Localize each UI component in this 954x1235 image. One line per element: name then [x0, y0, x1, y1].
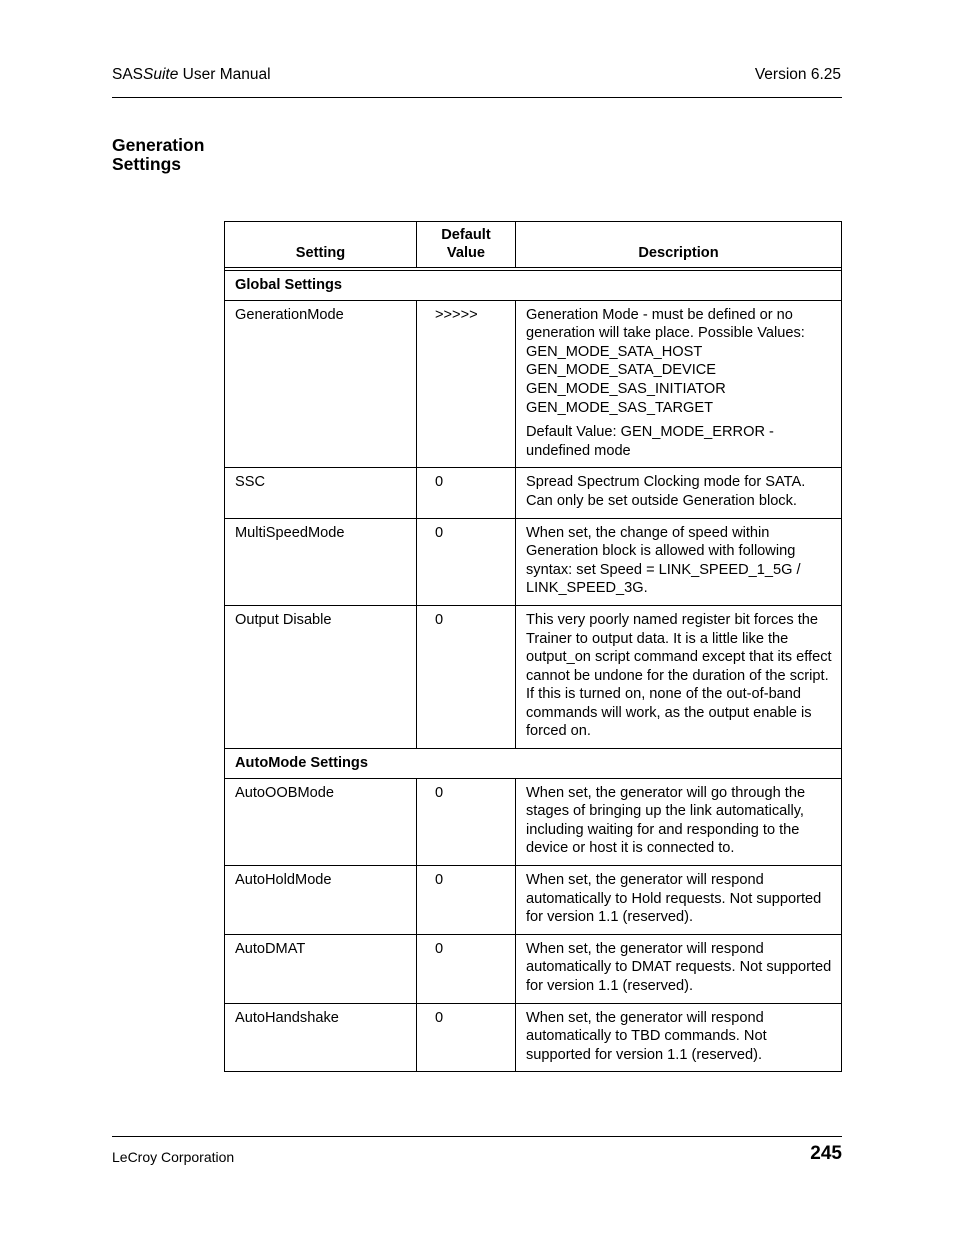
default-value: 0: [417, 605, 516, 748]
description-line: GEN_MODE_SATA_HOST: [526, 343, 703, 360]
table-row: [225, 518, 842, 605]
description: When set, the generator will respond automatically to TBD commands. Not supported for version 1.1 (reserved).: [516, 1003, 842, 1072]
default-value: 0: [417, 468, 516, 518]
product-prefix: SAS: [112, 66, 144, 83]
setting-name: SSC: [225, 468, 417, 518]
product-italic: Suite: [143, 66, 179, 83]
setting-name: GenerationMode: [225, 300, 417, 468]
section-title: Generation Settings: [112, 135, 205, 174]
default-value: 0: [417, 866, 516, 935]
column-header-setting: Setting: [225, 222, 417, 268]
footer-company: LeCroy Corporation: [112, 1149, 235, 1165]
table-row: [225, 866, 842, 935]
default-value: 0: [417, 1003, 516, 1072]
description: [516, 300, 842, 468]
default-value: 0: [417, 934, 516, 1003]
table-row: [225, 1003, 842, 1072]
description: Spread Spectrum Clocking mode for SATA. Can only be set outside Generation block.: [516, 468, 842, 518]
description-line: Generation Mode - must be defined or no generation will take place. Possible Values:: [526, 306, 805, 342]
title-suffix: User Manual: [178, 66, 271, 83]
setting-name: AutoDMAT: [225, 934, 417, 1003]
setting-name: Output Disable: [225, 605, 417, 748]
group-row: [225, 749, 842, 779]
generation-settings-table: [224, 221, 842, 1072]
column-header-default-value: [417, 222, 516, 268]
group-title: Global Settings: [225, 271, 842, 301]
footer-rule: [112, 1136, 842, 1137]
description-line: GEN_MODE_SATA_DEVICE: [526, 362, 717, 379]
setting-name: MultiSpeedMode: [225, 518, 417, 605]
default-value-header-text: Default Value: [441, 227, 491, 261]
table-row: [225, 934, 842, 1003]
table-row: [225, 605, 842, 748]
description-note: Default Value: GEN_MODE_ERROR - undefined mode: [526, 424, 774, 459]
setting-name: AutoHoldMode: [225, 866, 417, 935]
default-value: 0: [417, 518, 516, 605]
setting-name: AutoOOBMode: [225, 778, 417, 865]
default-value: 0: [417, 778, 516, 865]
header-rule: [112, 97, 842, 98]
column-header-description: Description: [516, 222, 842, 268]
setting-name: AutoHandshake: [225, 1003, 417, 1072]
group-row: [225, 271, 842, 301]
description: This very poorly named register bit forces the Trainer to output data. It is a little like the output_on script command except that its effect cannot be undone for the duration of the script. If this is turned on, none of the out-of-band commands will work, as the output enable is forced on.: [516, 605, 842, 748]
description: When set, the generator will respond automatically to DMAT requests. Not supported for version 1.1 (reserved).: [516, 934, 842, 1003]
description: When set, the generator will respond automatically to Hold requests. Not supported for version 1.1 (reserved).: [516, 866, 842, 935]
group-title: AutoMode Settings: [225, 749, 842, 779]
description-line: GEN_MODE_SAS_INITIATOR: [526, 380, 726, 397]
table-row: [225, 468, 842, 518]
table-row: [225, 778, 842, 865]
description-line: GEN_MODE_SAS_TARGET: [526, 399, 714, 416]
description: When set, the generator will go through the stages of bringing up the link automatically, including waiting for and responding to the device or host it is connected to.: [516, 778, 842, 865]
running-header-title: [112, 66, 271, 84]
table-row: [225, 300, 842, 468]
default-value: >>>>>: [417, 300, 516, 468]
running-header-version: Version 6.25: [754, 66, 841, 83]
table-header-row: [225, 222, 842, 268]
page-number: 245: [810, 1143, 842, 1164]
description: When set, the change of speed within Generation block is allowed with following syntax: set Speed = LINK_SPEED_1_5G / LINK_SPEED_3G.: [516, 518, 842, 605]
